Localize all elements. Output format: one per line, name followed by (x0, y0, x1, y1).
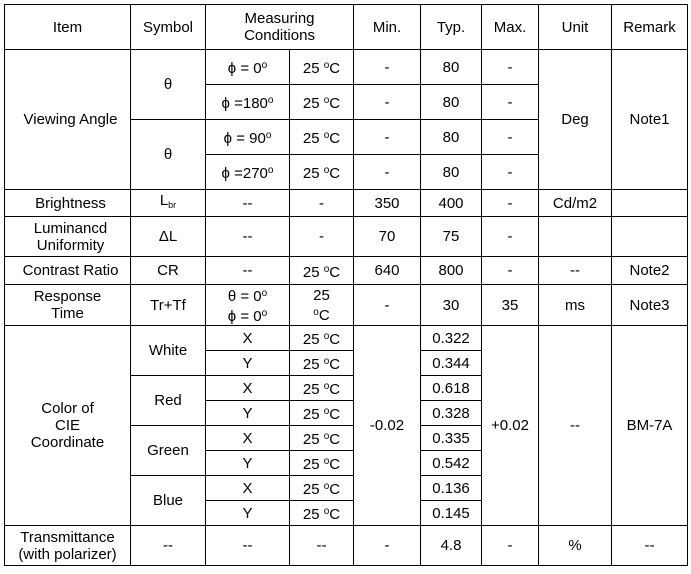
viewing-angle-typ: 80 (421, 120, 482, 155)
cie-temp (290, 476, 354, 501)
degree-mark: o (323, 456, 330, 467)
viewing-angle-max: - (482, 120, 539, 155)
cie-color-red: Red (131, 376, 206, 426)
temp-value: 25 (313, 286, 330, 304)
response-label-line1: Response (33, 288, 102, 305)
temp-unit: C (318, 306, 330, 324)
transmittance-max: - (482, 526, 539, 566)
transmittance-typ: 4.8 (421, 526, 482, 566)
contrast-max: - (482, 257, 539, 285)
degree-mark: o (323, 95, 330, 106)
transmittance-unit: % (539, 526, 612, 566)
contrast-conditions: -- (206, 257, 290, 285)
uniformity-label-line2: Uniformity (36, 236, 105, 254)
transmittance-symbol: -- (131, 526, 206, 566)
temp-unit: C (329, 165, 341, 182)
cie-typ: 0.335 (421, 426, 482, 451)
uniformity-remark (612, 217, 688, 257)
cie-row (5, 326, 688, 351)
cie-typ: 0.328 (421, 401, 482, 426)
header-conditions-line1: Measuring (244, 10, 315, 27)
uniformity-max: - (482, 217, 539, 257)
uniformity-row (5, 217, 688, 257)
header-conditions (206, 5, 354, 50)
temp-unit: C (329, 431, 341, 448)
transmittance-min: - (354, 526, 421, 566)
header-conditions-line2: Conditions (244, 27, 315, 44)
cie-axis-label: Y (206, 351, 290, 376)
degree-mark: o (323, 130, 330, 141)
contrast-min: 640 (354, 257, 421, 285)
phi-value: ϕ = 0 (227, 60, 262, 77)
cie-typ: 0.322 (421, 326, 482, 351)
viewing-angle-max: - (482, 85, 539, 120)
cie-typ: 0.136 (421, 476, 482, 501)
viewing-angle-max: - (482, 50, 539, 85)
viewing-angle-min: - (354, 50, 421, 85)
cie-min: -0.02 (354, 326, 421, 526)
brightness-max: - (482, 190, 539, 217)
cie-label-line2: CIE (54, 417, 80, 434)
cie-axis-label: Y (206, 401, 290, 426)
temp-value: 25 (302, 356, 320, 373)
header-row (5, 5, 688, 50)
temp-value: 25 (302, 406, 320, 423)
header-symbol: Symbol (131, 5, 206, 50)
cie-typ: 0.344 (421, 351, 482, 376)
response-row (5, 285, 688, 326)
symbol-main: L (159, 192, 169, 209)
uniformity-unit (539, 217, 612, 257)
uniformity-label-line1: Luminancd (33, 219, 108, 237)
degree-mark: o (323, 506, 330, 517)
uniformity-min: 70 (354, 217, 421, 257)
uniformity-label (5, 217, 131, 257)
phi-value: ϕ =270 (221, 165, 268, 182)
temp-unit: C (329, 60, 341, 77)
cond-phi: ϕ = 0 (227, 308, 262, 325)
response-temp (290, 285, 354, 326)
contrast-temp (290, 257, 354, 285)
viewing-angle-typ: 80 (421, 85, 482, 120)
degree-mark: o (323, 481, 330, 492)
specification-table (4, 4, 688, 566)
cie-temp (290, 401, 354, 426)
viewing-angle-min: - (354, 120, 421, 155)
degree-mark: o (323, 431, 330, 442)
header-item: Item (5, 5, 131, 50)
degree-mark: o (265, 130, 272, 141)
temp-unit: C (329, 506, 341, 523)
header-unit: Unit (539, 5, 612, 50)
temp-value: 25 (302, 331, 320, 348)
cie-axis-label: X (206, 376, 290, 401)
transmittance-row (5, 526, 688, 566)
viewing-angle-typ: 80 (421, 155, 482, 190)
transmittance-label-line2: (with polarizer) (18, 545, 117, 563)
brightness-symbol (131, 190, 206, 217)
cie-axis-label: X (206, 476, 290, 501)
temp-value: 25 (302, 456, 320, 473)
degree-mark: o (323, 165, 330, 176)
response-symbol: Tr+Tf (131, 285, 206, 326)
cie-label-line1: Color of (41, 400, 94, 417)
temp-unit: C (329, 481, 341, 498)
transmittance-label-line1: Transmittance (20, 528, 115, 546)
cie-temp (290, 451, 354, 476)
viewing-angle-temp (290, 50, 354, 85)
cie-label (5, 326, 131, 526)
viewing-angle-typ: 80 (421, 50, 482, 85)
brightness-remark (612, 190, 688, 217)
viewing-angle-min: - (354, 155, 421, 190)
cie-typ: 0.618 (421, 376, 482, 401)
brightness-label: Brightness (5, 190, 131, 217)
cie-temp (290, 501, 354, 526)
transmittance-remark: -- (612, 526, 688, 566)
cie-axis-label: Y (206, 501, 290, 526)
uniformity-conditions: -- (206, 217, 290, 257)
temp-unit: C (329, 130, 341, 147)
degree-mark: o (323, 60, 330, 71)
degree-mark: o (261, 288, 268, 299)
cie-max: +0.02 (482, 326, 539, 526)
degree-mark: o (261, 308, 268, 319)
temp-unit: C (329, 456, 341, 473)
cie-temp (290, 326, 354, 351)
cie-temp (290, 351, 354, 376)
brightness-typ: 400 (421, 190, 482, 217)
cie-color-blue: Blue (131, 476, 206, 526)
cie-axis-label: Y (206, 451, 290, 476)
temp-unit: C (329, 356, 341, 373)
header-typ: Typ. (421, 5, 482, 50)
cie-unit: -- (539, 326, 612, 526)
cond-theta: θ = 0 (227, 288, 262, 305)
temp-unit: C (329, 406, 341, 423)
temp-value: 25 (302, 95, 320, 112)
degree-mark: o (323, 356, 330, 367)
response-typ: 30 (421, 285, 482, 326)
cie-axis-label: X (206, 426, 290, 451)
brightness-temp: - (290, 190, 354, 217)
cie-temp (290, 426, 354, 451)
viewing-angle-temp (290, 155, 354, 190)
symbol-subscript: br (168, 200, 177, 210)
contrast-unit: -- (539, 257, 612, 285)
contrast-typ: 800 (421, 257, 482, 285)
response-label-line2: Time (51, 305, 84, 322)
header-remark: Remark (612, 5, 688, 50)
temp-value: 25 (302, 431, 320, 448)
viewing-angle-temp (290, 120, 354, 155)
degree-mark: o (261, 60, 268, 71)
header-min: Min. (354, 5, 421, 50)
temp-value: 25 (302, 506, 320, 523)
response-label (5, 285, 131, 326)
uniformity-typ: 75 (421, 217, 482, 257)
temp-value: 25 (302, 263, 320, 281)
viewing-angle-min: - (354, 85, 421, 120)
degree-mark: o (323, 381, 330, 392)
brightness-unit: Cd/m2 (539, 190, 612, 217)
cie-axis-label: X (206, 326, 290, 351)
contrast-symbol: CR (131, 257, 206, 285)
viewing-angle-max: - (482, 155, 539, 190)
degree-mark: o (323, 406, 330, 417)
phi-value: ϕ = 90 (223, 130, 266, 147)
contrast-label: Contrast Ratio (5, 257, 131, 285)
viewing-angle-condition (206, 50, 290, 85)
degree-mark: o (313, 306, 319, 318)
uniformity-temp: - (290, 217, 354, 257)
viewing-angle-remark: Note1 (612, 50, 688, 190)
response-unit: ms (539, 285, 612, 326)
transmittance-label (5, 526, 131, 566)
viewing-angle-condition (206, 85, 290, 120)
transmittance-conditions: -- (206, 526, 290, 566)
cie-color-white: White (131, 326, 206, 376)
contrast-row (5, 257, 688, 285)
response-max: 35 (482, 285, 539, 326)
phi-value: ϕ =180 (221, 95, 268, 112)
viewing-angle-unit: Deg (539, 50, 612, 190)
temp-value: 25 (302, 481, 320, 498)
transmittance-temp: -- (290, 526, 354, 566)
viewing-angle-condition (206, 120, 290, 155)
uniformity-symbol: ΔL (131, 217, 206, 257)
contrast-remark: Note2 (612, 257, 688, 285)
temp-unit: C (329, 381, 341, 398)
degree-mark: o (267, 95, 274, 106)
temp-unit: C (329, 263, 341, 281)
cie-label-line3: Coordinate (30, 434, 105, 451)
viewing-angle-condition (206, 155, 290, 190)
header-max: Max. (482, 5, 539, 50)
cie-typ: 0.542 (421, 451, 482, 476)
viewing-angle-symbol-1: θ (131, 50, 206, 120)
response-conditions (206, 285, 290, 326)
cie-remark: BM-7A (612, 326, 688, 526)
viewing-angle-row (5, 50, 688, 85)
viewing-angle-temp (290, 85, 354, 120)
cie-color-green: Green (131, 426, 206, 476)
degree-mark: o (323, 263, 330, 275)
cie-temp (290, 376, 354, 401)
brightness-min: 350 (354, 190, 421, 217)
cie-typ: 0.145 (421, 501, 482, 526)
response-remark: Note3 (612, 285, 688, 326)
brightness-conditions: -- (206, 190, 290, 217)
temp-value: 25 (302, 130, 320, 147)
temp-unit: C (329, 331, 341, 348)
temp-value: 25 (302, 60, 320, 77)
viewing-angle-label: Viewing Angle (5, 50, 131, 190)
degree-mark: o (323, 331, 330, 342)
temp-unit: C (329, 95, 341, 112)
degree-mark: o (267, 165, 274, 176)
temp-value: 25 (302, 165, 320, 182)
response-min: - (354, 285, 421, 326)
temp-value: 25 (302, 381, 320, 398)
brightness-row (5, 190, 688, 217)
viewing-angle-symbol-2: θ (131, 120, 206, 190)
